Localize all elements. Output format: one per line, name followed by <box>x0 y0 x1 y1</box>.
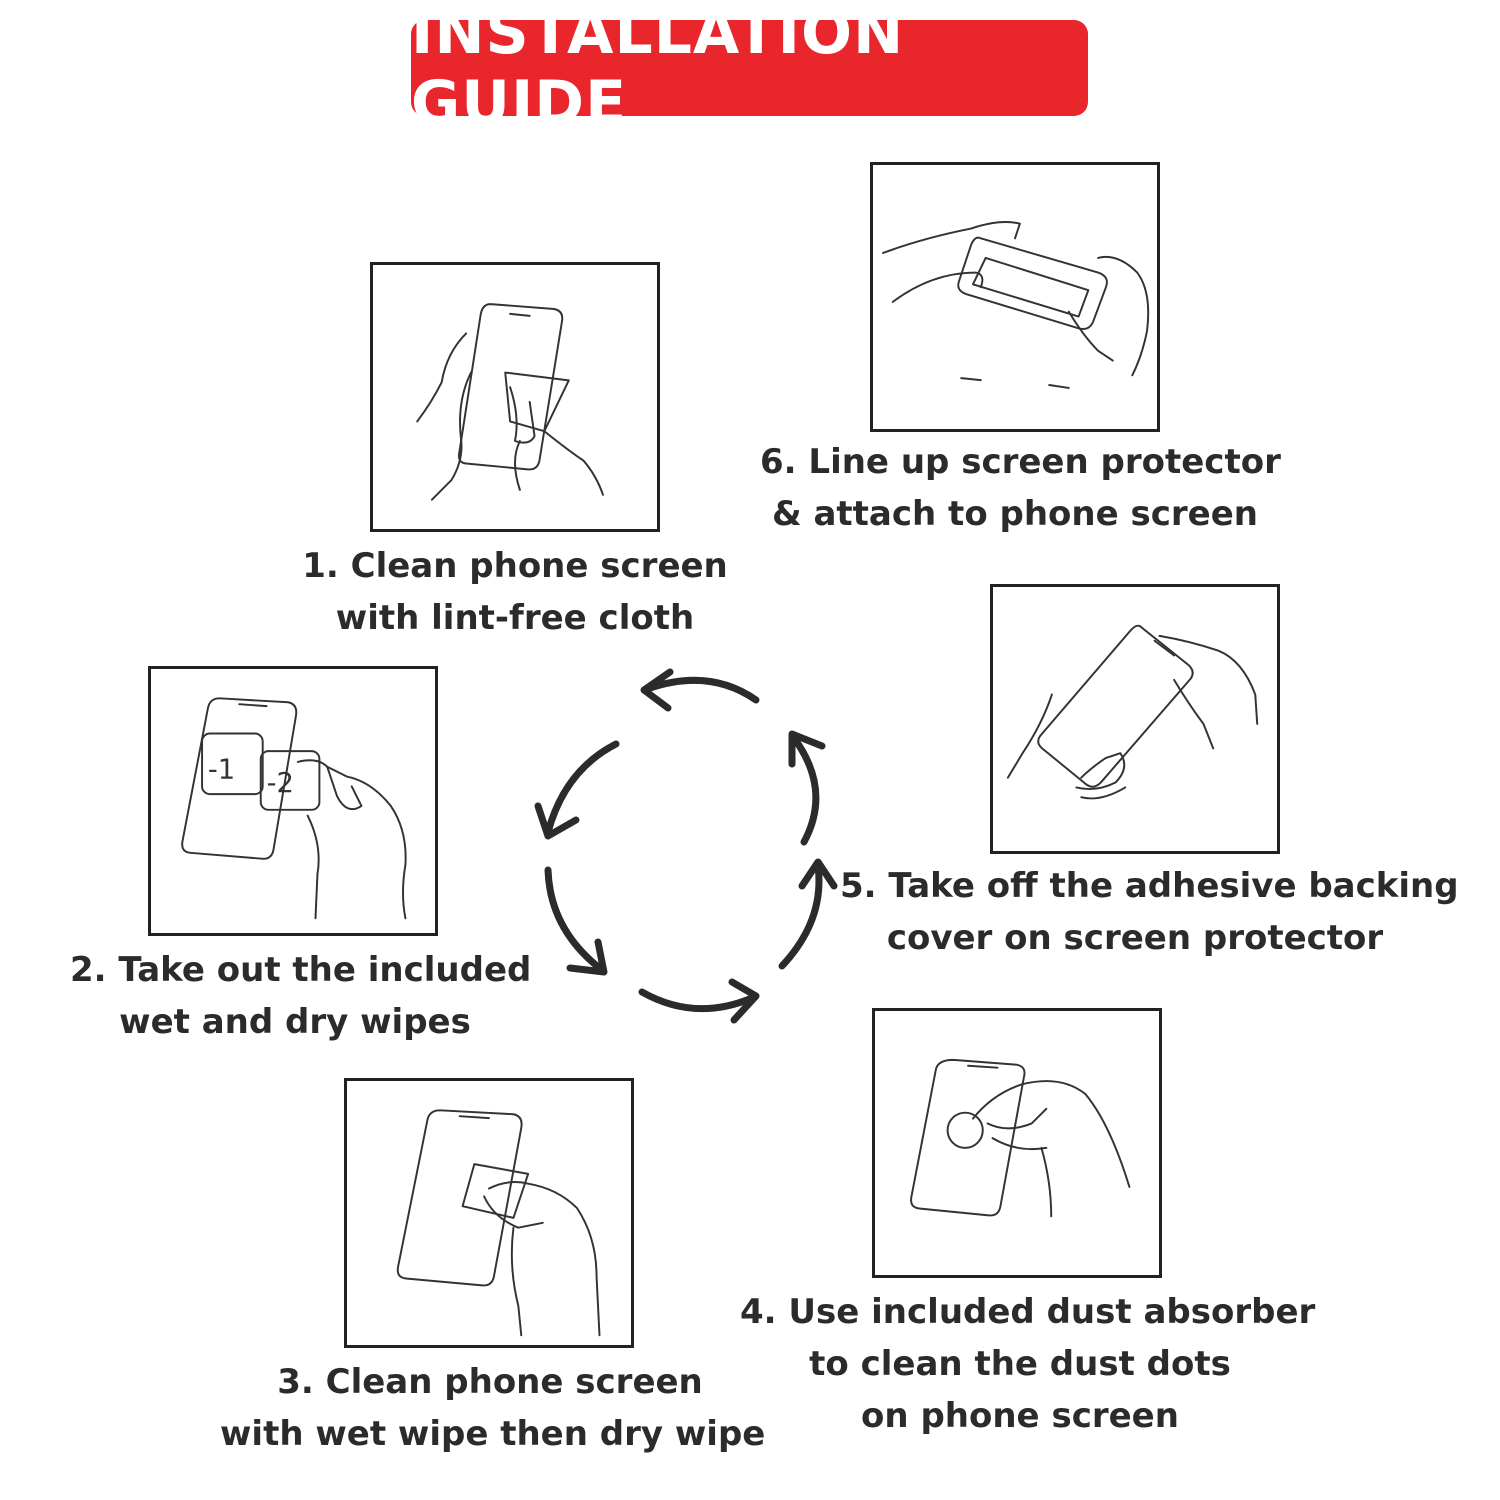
svg-text:-2: -2 <box>266 768 294 800</box>
step-3-line-2: with wet wipe then dry wipe <box>220 1414 766 1454</box>
arrow-2-to-3 <box>548 870 604 972</box>
arrow-5-to-6 <box>792 734 822 842</box>
step-2-illustration <box>148 666 438 936</box>
step-5-caption <box>840 860 1459 964</box>
step-1-caption <box>300 540 730 644</box>
step-3-caption <box>220 1356 766 1460</box>
step-2-line-1: 2. Take out the included <box>70 950 532 990</box>
title-banner <box>411 0 1088 138</box>
page-title: INSTALLATION GUIDE <box>411 0 905 138</box>
arrow-6-to-1 <box>644 672 756 708</box>
step-1-illustration <box>370 262 660 532</box>
step-4-line-2: to clean the dust dots <box>809 1344 1231 1384</box>
arrow-1-to-2 <box>538 744 616 836</box>
step-6-line-2: & attach to phone screen <box>771 494 1258 534</box>
step-5-line-1: 5. Take off the adhesive backing <box>840 866 1459 906</box>
svg-text:-1: -1 <box>207 754 236 786</box>
step-6-caption <box>760 436 1281 540</box>
step-2-caption <box>70 944 532 1048</box>
step-3-illustration <box>344 1078 634 1348</box>
arrow-3-to-4 <box>642 982 756 1020</box>
cycle-arrows <box>520 660 850 1030</box>
step-4-line-3: on phone screen <box>861 1396 1179 1436</box>
step-6-line-1: 6. Line up screen protector <box>760 442 1281 482</box>
step-5-illustration <box>990 584 1280 854</box>
step-3-line-1: 3. Clean phone screen <box>277 1362 703 1402</box>
step-4-illustration <box>872 1008 1162 1278</box>
step-1-line-2: with lint-free cloth <box>335 598 695 638</box>
step-4-line-1: 4. Use included dust absorber <box>740 1292 1316 1332</box>
step-5-line-2: cover on screen protector <box>886 918 1384 958</box>
arrow-4-to-5 <box>782 862 834 966</box>
step-1-line-1: 1. Clean phone screen <box>302 546 728 586</box>
step-6-illustration <box>870 162 1160 432</box>
step-4-caption <box>740 1286 1316 1442</box>
step-2-line-2: wet and dry wipes <box>119 1002 471 1042</box>
